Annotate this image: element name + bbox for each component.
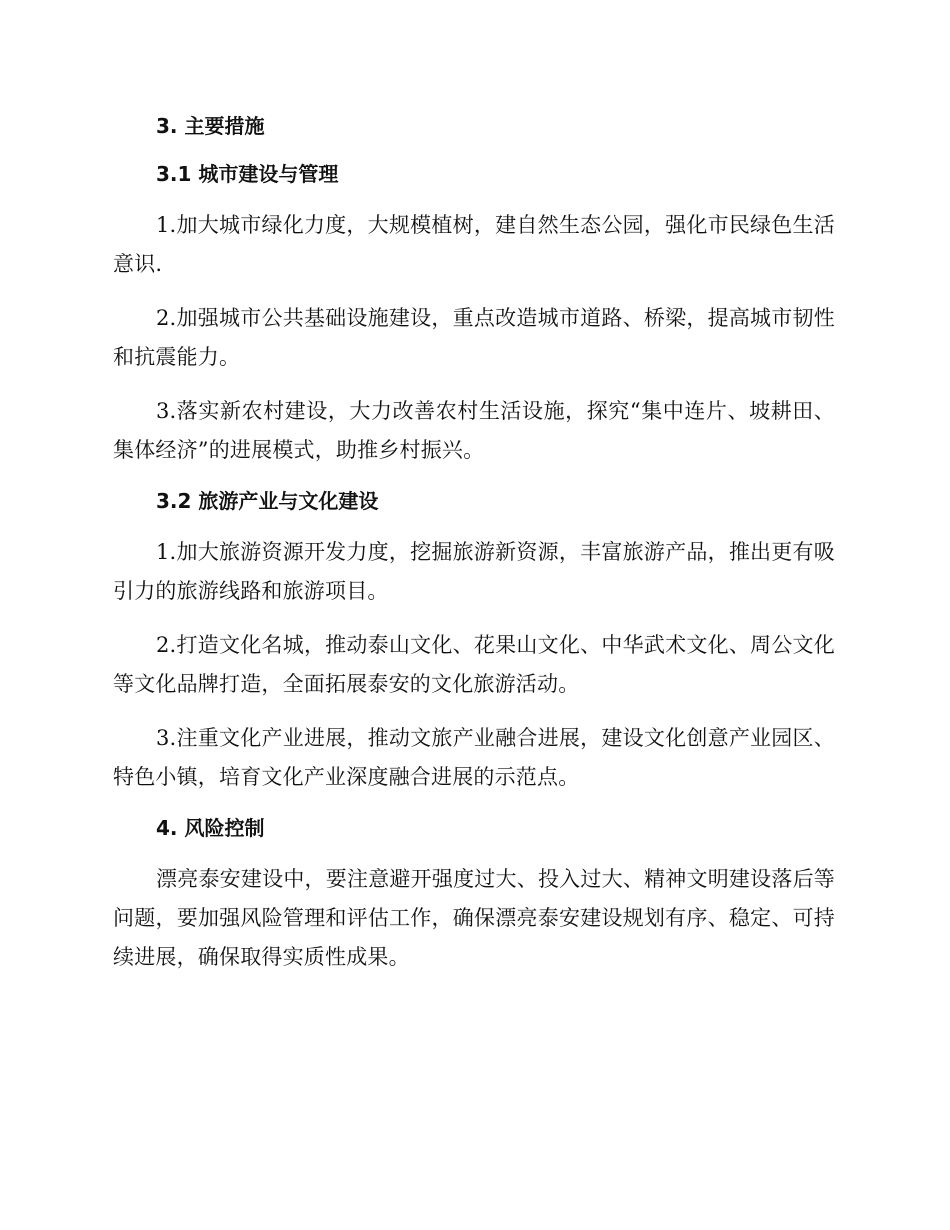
- paragraph-cultural-industry: 3.注重文化产业进展，推动文旅产业融合进展，建设文化创意产业园区、特色小镇，培育文化产业深度融合进展的示范点。: [113, 726, 835, 789]
- paragraph-risk-control: 漂亮泰安建设中，要注意避开强度过大、投入过大、精神文明建设落后等问题，要加强风险管理和评估工作，确保漂亮泰安建设规划有序、稳定、可持续进展，确保取得实质性成果。: [113, 867, 835, 969]
- paragraph-new-rural-construction: 3.落实新农村建设，大力改善农村生活设施，探究“集中连片、坡耕田、集体经济”的进展模式，助推乡村振兴。: [113, 399, 835, 462]
- section-heading-urban-construction: 3.1 城市建设与管理: [156, 162, 339, 186]
- section-heading-risk-control: 4. 风险控制: [156, 816, 265, 840]
- paragraph-cultural-city: 2.打造文化名城，推动泰山文化、花果山文化、中华武术文化、周公文化等文化品牌打造，全面拓展泰安的文化旅游活动。: [113, 633, 835, 696]
- document-body: [113, 110, 835, 992]
- section-heading-main-measures: 3. 主要措施: [156, 114, 265, 138]
- paragraph-tourism-resources: 1.加大旅游资源开发力度，挖掘旅游新资源，丰富旅游产品，推出更有吸引力的旅游线路和旅游项目。: [113, 540, 835, 603]
- paragraph-public-infrastructure: 2.加强城市公共基础设施建设，重点改造城市道路、桥梁，提高城市韧性和抗震能力。: [113, 306, 835, 369]
- section-heading-tourism-culture: 3.2 旅游产业与文化建设: [156, 489, 379, 513]
- paragraph-urban-greening: 1.加大城市绿化力度，大规模植树，建自然生态公园，强化市民绿色生活意识.: [113, 213, 835, 276]
